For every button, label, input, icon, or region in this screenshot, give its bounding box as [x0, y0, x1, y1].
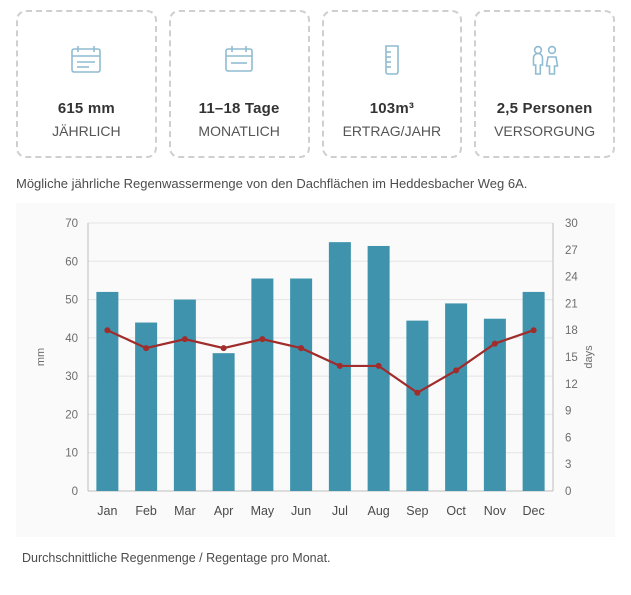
trend-point — [259, 336, 265, 342]
trend-point — [492, 341, 498, 347]
stat-value: 2,5 Personen — [496, 100, 593, 117]
y2-tick-label: 0 — [565, 486, 572, 498]
chart-svg — [16, 203, 615, 537]
x-tick-label: Nov — [483, 504, 506, 518]
bar — [251, 279, 273, 491]
bar — [445, 303, 467, 491]
y-tick-label: 50 — [65, 294, 78, 307]
trend-point — [453, 367, 459, 373]
stat-value: 103m³ — [369, 100, 415, 117]
stat-label: MONATLICH — [198, 123, 280, 139]
y-tick-label: 40 — [65, 332, 78, 345]
y-tick-label: 30 — [65, 371, 78, 384]
y-tick-label: 10 — [65, 447, 78, 460]
trend-point — [221, 345, 227, 351]
bar — [174, 300, 196, 491]
people-icon — [521, 34, 569, 86]
stats-row — [0, 0, 631, 158]
y-tick-label: 60 — [65, 256, 78, 269]
trend-point — [337, 363, 343, 369]
trend-point — [182, 336, 188, 342]
bar — [523, 292, 545, 491]
stat-card-ertrag — [322, 10, 463, 158]
y2-tick-label: 21 — [565, 298, 578, 311]
y2-tick-label: 30 — [565, 218, 578, 230]
trend-point — [414, 390, 420, 396]
stat-card-versorgung — [474, 10, 615, 158]
caption-bottom: Durchschnittliche Regenmenge / Regentage pro Monat. — [22, 551, 331, 565]
x-tick-label: Aug — [367, 504, 390, 518]
y2-tick-label: 12 — [565, 378, 578, 391]
calendar-month-icon — [217, 34, 261, 86]
x-tick-label: Sep — [406, 504, 429, 518]
x-tick-label: Feb — [135, 504, 157, 518]
y2-tick-label: 27 — [565, 244, 578, 257]
trend-point — [531, 327, 537, 333]
stat-card-monatlich — [169, 10, 310, 158]
stat-label: ERTRAG/JAHR — [342, 123, 442, 139]
stat-value: 11–18 Tage — [198, 100, 280, 117]
y2-tick-label: 18 — [565, 325, 578, 338]
x-tick-label: Dec — [522, 504, 545, 518]
y2-axis-title: days — [583, 345, 595, 369]
y2-tick-label: 24 — [565, 271, 578, 284]
bar — [213, 353, 235, 491]
x-tick-label: Oct — [446, 504, 466, 518]
y2-tick-label: 15 — [565, 352, 578, 364]
beaker-icon — [370, 34, 414, 86]
stat-card-jaehrlich — [16, 10, 157, 158]
stat-label: JÄHRLICH — [52, 123, 121, 139]
x-tick-label: Jan — [97, 504, 118, 518]
stat-value: 615 mm — [57, 100, 115, 117]
bar — [406, 321, 428, 491]
y-axis-title: mm — [35, 347, 47, 367]
trend-point — [376, 363, 382, 369]
y2-tick-label: 6 — [565, 432, 572, 445]
rainfall-chart — [16, 203, 615, 537]
x-tick-label: Jul — [331, 504, 348, 518]
y-tick-label: 0 — [71, 486, 78, 498]
stat-label: VERSORGUNG — [494, 123, 596, 139]
trend-point — [104, 327, 110, 333]
calendar-year-icon — [64, 34, 108, 86]
y-tick-label: 20 — [65, 409, 78, 422]
bar — [290, 279, 312, 491]
y2-tick-label: 9 — [565, 405, 572, 418]
caption-top: Mögliche jährliche Regenwassermenge von den Dachflächen im Heddesbacher Weg 6A. — [16, 176, 528, 191]
x-tick-label: Mar — [174, 504, 196, 518]
y-tick-label: 70 — [65, 218, 78, 230]
trend-point — [298, 345, 304, 351]
trend-line — [107, 330, 533, 393]
trend-point — [143, 345, 149, 351]
x-tick-label: May — [250, 504, 275, 518]
bar — [96, 292, 118, 491]
y2-tick-label: 3 — [565, 459, 572, 472]
x-tick-label: Apr — [213, 504, 234, 518]
x-tick-label: Jun — [291, 504, 312, 518]
